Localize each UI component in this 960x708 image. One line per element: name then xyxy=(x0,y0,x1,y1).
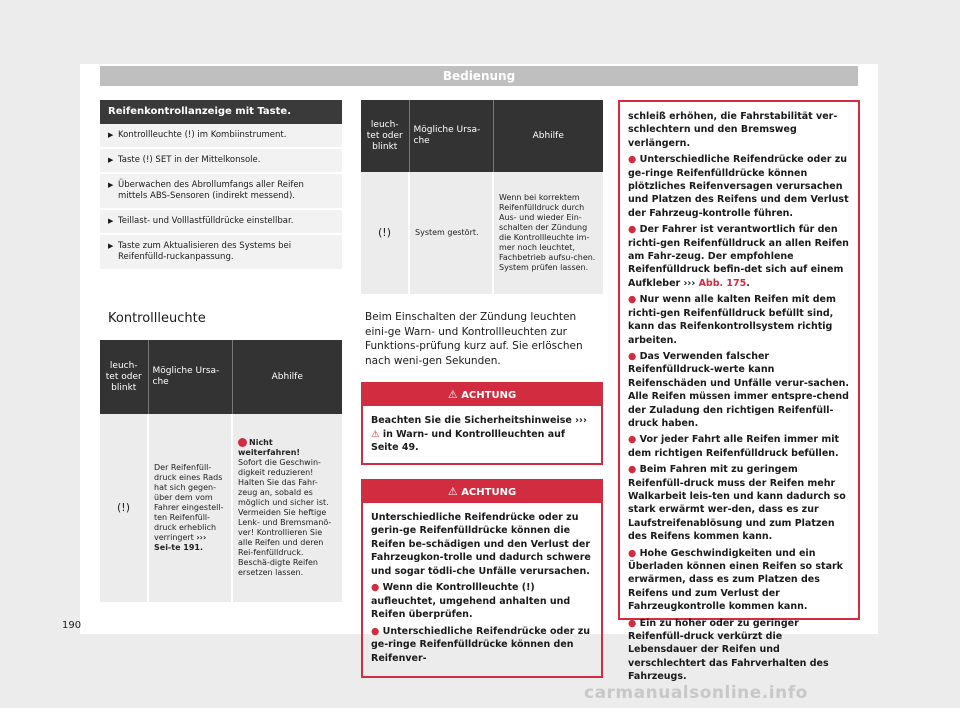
table-header-remedy: Abhilfe xyxy=(493,100,603,172)
info-item: ▶ Überwachen des Abrollumfangs aller Reifen mittels ABS-Sensoren (indirekt messend). xyxy=(100,174,342,210)
tire-pressure-icon: (!) xyxy=(100,414,148,602)
table-row xyxy=(361,172,603,294)
table-header-remedy: Abhilfe xyxy=(232,340,342,414)
list-item: ● Der Fahrer ist verantwortlich für den richti-gen Reifenfülldruck an allen Reifen am Fahr-zeug. Der empfohlene Reifenfülldruck befin-det sich auf einem Aufkleber ››› Abb. 175. xyxy=(628,224,849,289)
info-item: ▶ Taste zum Aktualisieren des Systems bei Reifenfülld-ruckanpassung. xyxy=(100,235,342,271)
warning-body: Beachten Sie die Sicherheitshinweise ››› ⚠ in Warn- und Kontrollleuchten auf Seite 49. xyxy=(371,415,587,453)
arrow-right-icon: ▶ xyxy=(108,217,114,225)
remedy-cell: Wenn bei korrektem Reifenfülldruck durch Aus- und wieder Ein-schalten der Zündung die Kontrollleuchte im-mer noch leuchtet, Fachbetrieb aufsu-chen. System prüfen lassen. xyxy=(493,172,603,294)
warning-triangle-icon: ⚠ xyxy=(447,388,458,401)
info-box-title: Reifenkontrollanzeige mit Taste. xyxy=(100,100,342,124)
info-box xyxy=(100,100,342,271)
remedy-cell: Nicht weiterfahren! Sofort die Geschwin-digkeit reduzieren! Halten Sie das Fahr-zeug an, sobald es möglich und sicher ist. Vermeiden Sie heftige Lenk- und Bremsmanö-ver! Kontrollieren Sie alle Reifen und deren Rei-fenfülldruck. Beschä-digte Reifen ersetzen lassen. xyxy=(232,414,342,602)
indicator-table-2 xyxy=(361,100,603,294)
left-column xyxy=(100,100,342,602)
list-item: ● Das Verwenden falscher Reifenfülldruck-werte kann Reifenschäden und Unfälle verur-sachen. Alle Reifen müssen immer entspre-chend der Zuladung den richtigen Reifenfüll-druck haben. xyxy=(628,350,850,429)
arrow-right-icon: ▶ xyxy=(108,156,114,164)
warning-triangle-icon: ⚠ xyxy=(447,484,458,498)
list-item: ● Nur wenn alle kalten Reifen mit dem richti-gen Reifenfülldruck befüllt sind, kann das Reifenkontrollsystem richtig arbeiten. xyxy=(628,294,836,346)
indicator-table-1 xyxy=(100,340,342,602)
middle-column xyxy=(361,100,603,692)
arrow-right-icon: ▶ xyxy=(108,242,114,250)
warning-body: Unterschiedliche Reifendrücke oder zu gerin-ge Reifenfülldrücke können die Reifen be-schädigen und den Verlust der Fahrzeugkon-trolle und dadurch schwere und sogar tödli-che Unfälle verursachen. ● Wenn die Kontrollleuchte (!) aufleuchtet, umgehend anhalten und Reifen überprüfen. ● Unterschiedliche Reifendrücke oder zu ge-ringe Reifenfülldrücke können den Reifenver- xyxy=(363,503,601,677)
page-number: 190 xyxy=(62,620,82,631)
table-header-lights: leuch-tet oder blinkt xyxy=(100,340,148,414)
warning-box-2 xyxy=(361,479,603,679)
warning-box-1 xyxy=(361,382,603,465)
warning-continuation: schleiß erhöhen, die Fahrstabilität ver-schlechtern und den Bremsweg verlängern. ● Unterschiedliche Reifendrücke oder zu ge-ringe Reifenfülldrücke können plötzliches Reifenversagen verursachen und Platzen des Reifens und dem Verlust der Fahrzeug-kontrolle führen. ● Der Fahrer ist verantwortlich für den richti-gen Reifenfülldruck an allen Reifen am Fahr-zeug. Der empfohlene Reifenfülldruck befin-det sich auf einem Aufkleber ››› Abb. 175. ● Nur wenn alle kalten Reifen mit dem richti-gen Reifenfülldruck befüllt sind, kann das Reifenkontrollsystem richtig arbeiten. ● Das Verwenden falscher Reifenfülldruck-werte kann Reifenschäden und Unfälle verur-sachen. Alle Reifen müssen immer entspre-chend der Zuladung den richtigen Reifenfüll-druck haben. ● Vor jeder Fahrt alle Reifen immer mit dem richtigen Reifenfülldruck befüllen. ● Beim Fahren mit zu geringem Reifenfüll-druck muss der Reifen mehr Walkarbeit leis-ten und kann dadurch so stark erwärmt wer-den, dass es zur Laufstreifenablösung und zum Platzen des Reifens kommen kann. ● Hohe Geschwindigkeiten und ein Überladen können einen Reifen so stark erwärmen, dass es zum Platzen des Reifens und zum Verlust der Fahrzeugkontrolle kommen kann. ● Ein zu hoher oder zu geringer Reifenfüll-druck verkürzt die Lebensdauer der Reifen und verschlechtert das Fahrverhalten des Fahrzeugs. xyxy=(618,100,860,620)
cause-cell: Der Reifenfüll-druck eines Rads hat sich gegen-über dem vom Fahrer eingestell-ten Reifenfüll-druck erheblich verringert ››› Sei-te 191. xyxy=(148,414,232,602)
body-paragraph: Beim Einschalten der Zündung leuchten eini-ge Warn- und Kontrollleuchten zur Funktions-prüfung kurz auf. Sie erlöschen nach weni-gen Sekunden. xyxy=(365,311,583,367)
cause-cell: System gestört. xyxy=(409,172,493,294)
right-column xyxy=(618,100,860,683)
figure-link[interactable]: Abb. 175 xyxy=(698,277,747,289)
list-item: ● Vor jeder Fahrt alle Reifen immer mit dem richtigen Reifenfülldruck befüllen. xyxy=(628,434,840,459)
table-header-cause: Mögliche Ursa-che xyxy=(409,100,493,172)
warning-triangle-icon: ⚠ xyxy=(371,428,380,440)
arrow-right-icon: ▶ xyxy=(108,181,114,189)
page-header: Bedienung xyxy=(100,66,858,86)
list-item: ● Ein zu hoher oder zu geringer Reifenfüll-druck verkürzt die Lebensdauer der Reifen und verschlechtert das Fahrverhalten des Fahrzeugs. xyxy=(628,617,829,683)
arrow-right-icon: ▶ xyxy=(108,131,114,139)
list-item: ● Beim Fahren mit zu geringem Reifenfüll-druck muss der Reifen mehr Walkarbeit leis-ten und kann dadurch so stark erwärmt wer-den, dass es zur Laufstreifenablösung und zum Platzen des Reifens kommen kann. xyxy=(628,464,846,543)
list-item: ● Wenn die Kontrollleuchte (!) aufleuchtet, umgehend anhalten und Reifen überprüfen. xyxy=(371,582,571,620)
info-item: ▶ Kontrollleuchte (!) im Kombiinstrument. xyxy=(100,124,342,149)
list-item: ● Unterschiedliche Reifendrücke oder zu ge-ringe Reifenfülldrücke können plötzliches Reifenversagen verursachen und Platzen des Reifens und dem Verlust der Fahrzeug-kontrolle führen. xyxy=(628,154,849,219)
info-item: ▶ Teillast- und Volllastfülldrücke einstellbar. xyxy=(100,210,342,235)
warning-header: ⚠ ACHTUNG xyxy=(363,384,601,406)
table-row xyxy=(100,414,342,602)
section-title: Kontrollleuchte xyxy=(108,311,206,326)
list-item: ● Hohe Geschwindigkeiten und ein Überladen können einen Reifen so stark erwärmen, dass es zum Platzen des Reifens und zum Verlust der Fahrzeugkontrolle kommen kann. xyxy=(628,547,843,613)
watermark: carmanualsonline.info xyxy=(584,683,808,703)
warning-header: ⚠ ACHTUNG xyxy=(363,481,601,503)
tire-pressure-icon: (!) xyxy=(361,172,409,294)
table-header-lights: leuch-tet oder blinkt xyxy=(361,100,409,172)
warning-dot-icon xyxy=(238,438,247,447)
table-header-cause: Mögliche Ursa-che xyxy=(148,340,232,414)
list-item: ● Unterschiedliche Reifendrücke oder zu ge-ringe Reifenfülldrücke können den Reifenver- xyxy=(371,625,591,664)
info-item: ▶ Taste (!) SET in der Mittelkonsole. xyxy=(100,149,342,174)
